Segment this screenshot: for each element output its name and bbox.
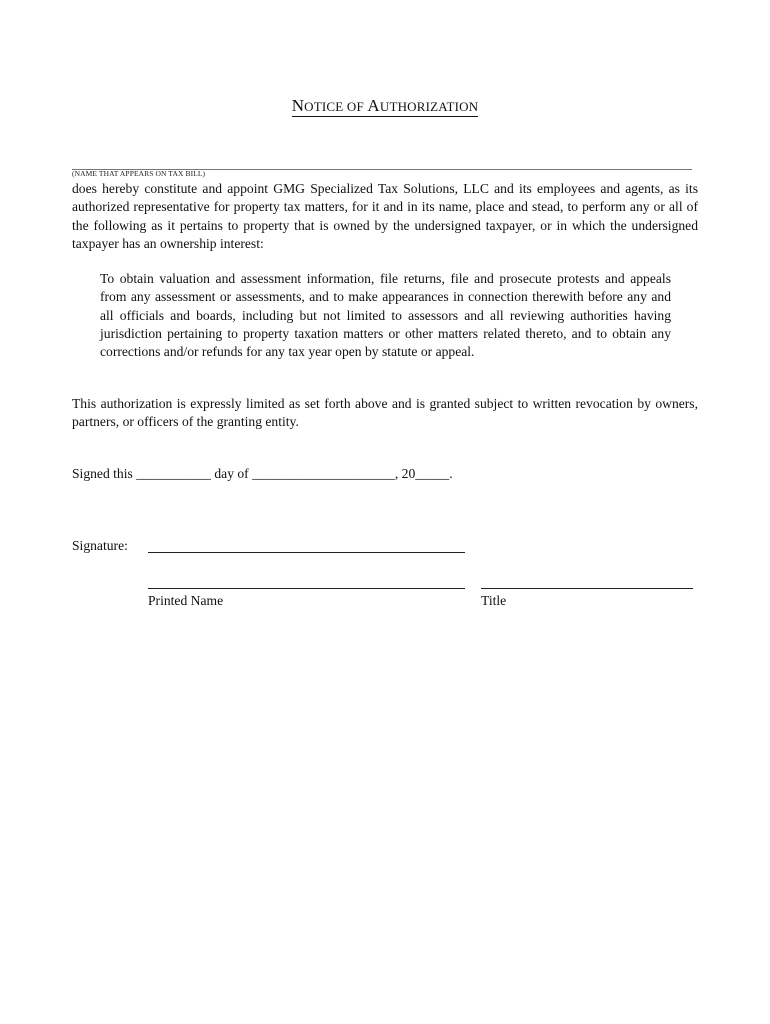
appointment-paragraph: does hereby constitute and appoint GMG Specialized Tax Solutions, LLC and its employees and agents, as its authorized representative for property tax matters, for it and in its name, place and stead, to perform any or all of the following as it pertains to property that is owned by the undersigned taxpayer, or in which the undersigned taxpayer has an ownership interest: [72,181,698,251]
title-word-authorization: UTHORIZATION [379,99,479,114]
document-title-text [292,98,479,117]
signed-date-line[interactable]: Signed this ___________ day of _____________________, 20_____. [72,466,453,481]
title-initial-n: N [291,96,305,115]
signature-line[interactable] [148,552,465,553]
document-title [0,96,770,116]
printed-name-line[interactable] [148,588,465,589]
title-line[interactable] [481,588,693,589]
powers-paragraph: To obtain valuation and assessment information, file returns, file and prosecute protests and appeals from any assessment or assessments, and to make appearances in connection therewith before any and all officials and boards, including but not limited to assessors and all reviewing authorities having jurisdiction pertaining to property taxation matters or other matters related thereto, and to obtain any corrections and/or refunds for any tax year open by statute or appeal. [100,271,671,360]
title-initial-a: A [367,96,380,115]
limitation-paragraph: This authorization is expressly limited as set forth above and is granted subject to written revocation by owners, partners, or officers of the granting entity. [72,396,698,430]
printed-name-label: Printed Name [148,593,224,608]
title-word-notice-of: OTICE OF [304,99,368,114]
taxpayer-name-caption: (NAME THAT APPEARS ON TAX BILL) [72,169,206,178]
signature-label: Signature: [72,538,128,553]
title-label: Title [481,593,507,608]
